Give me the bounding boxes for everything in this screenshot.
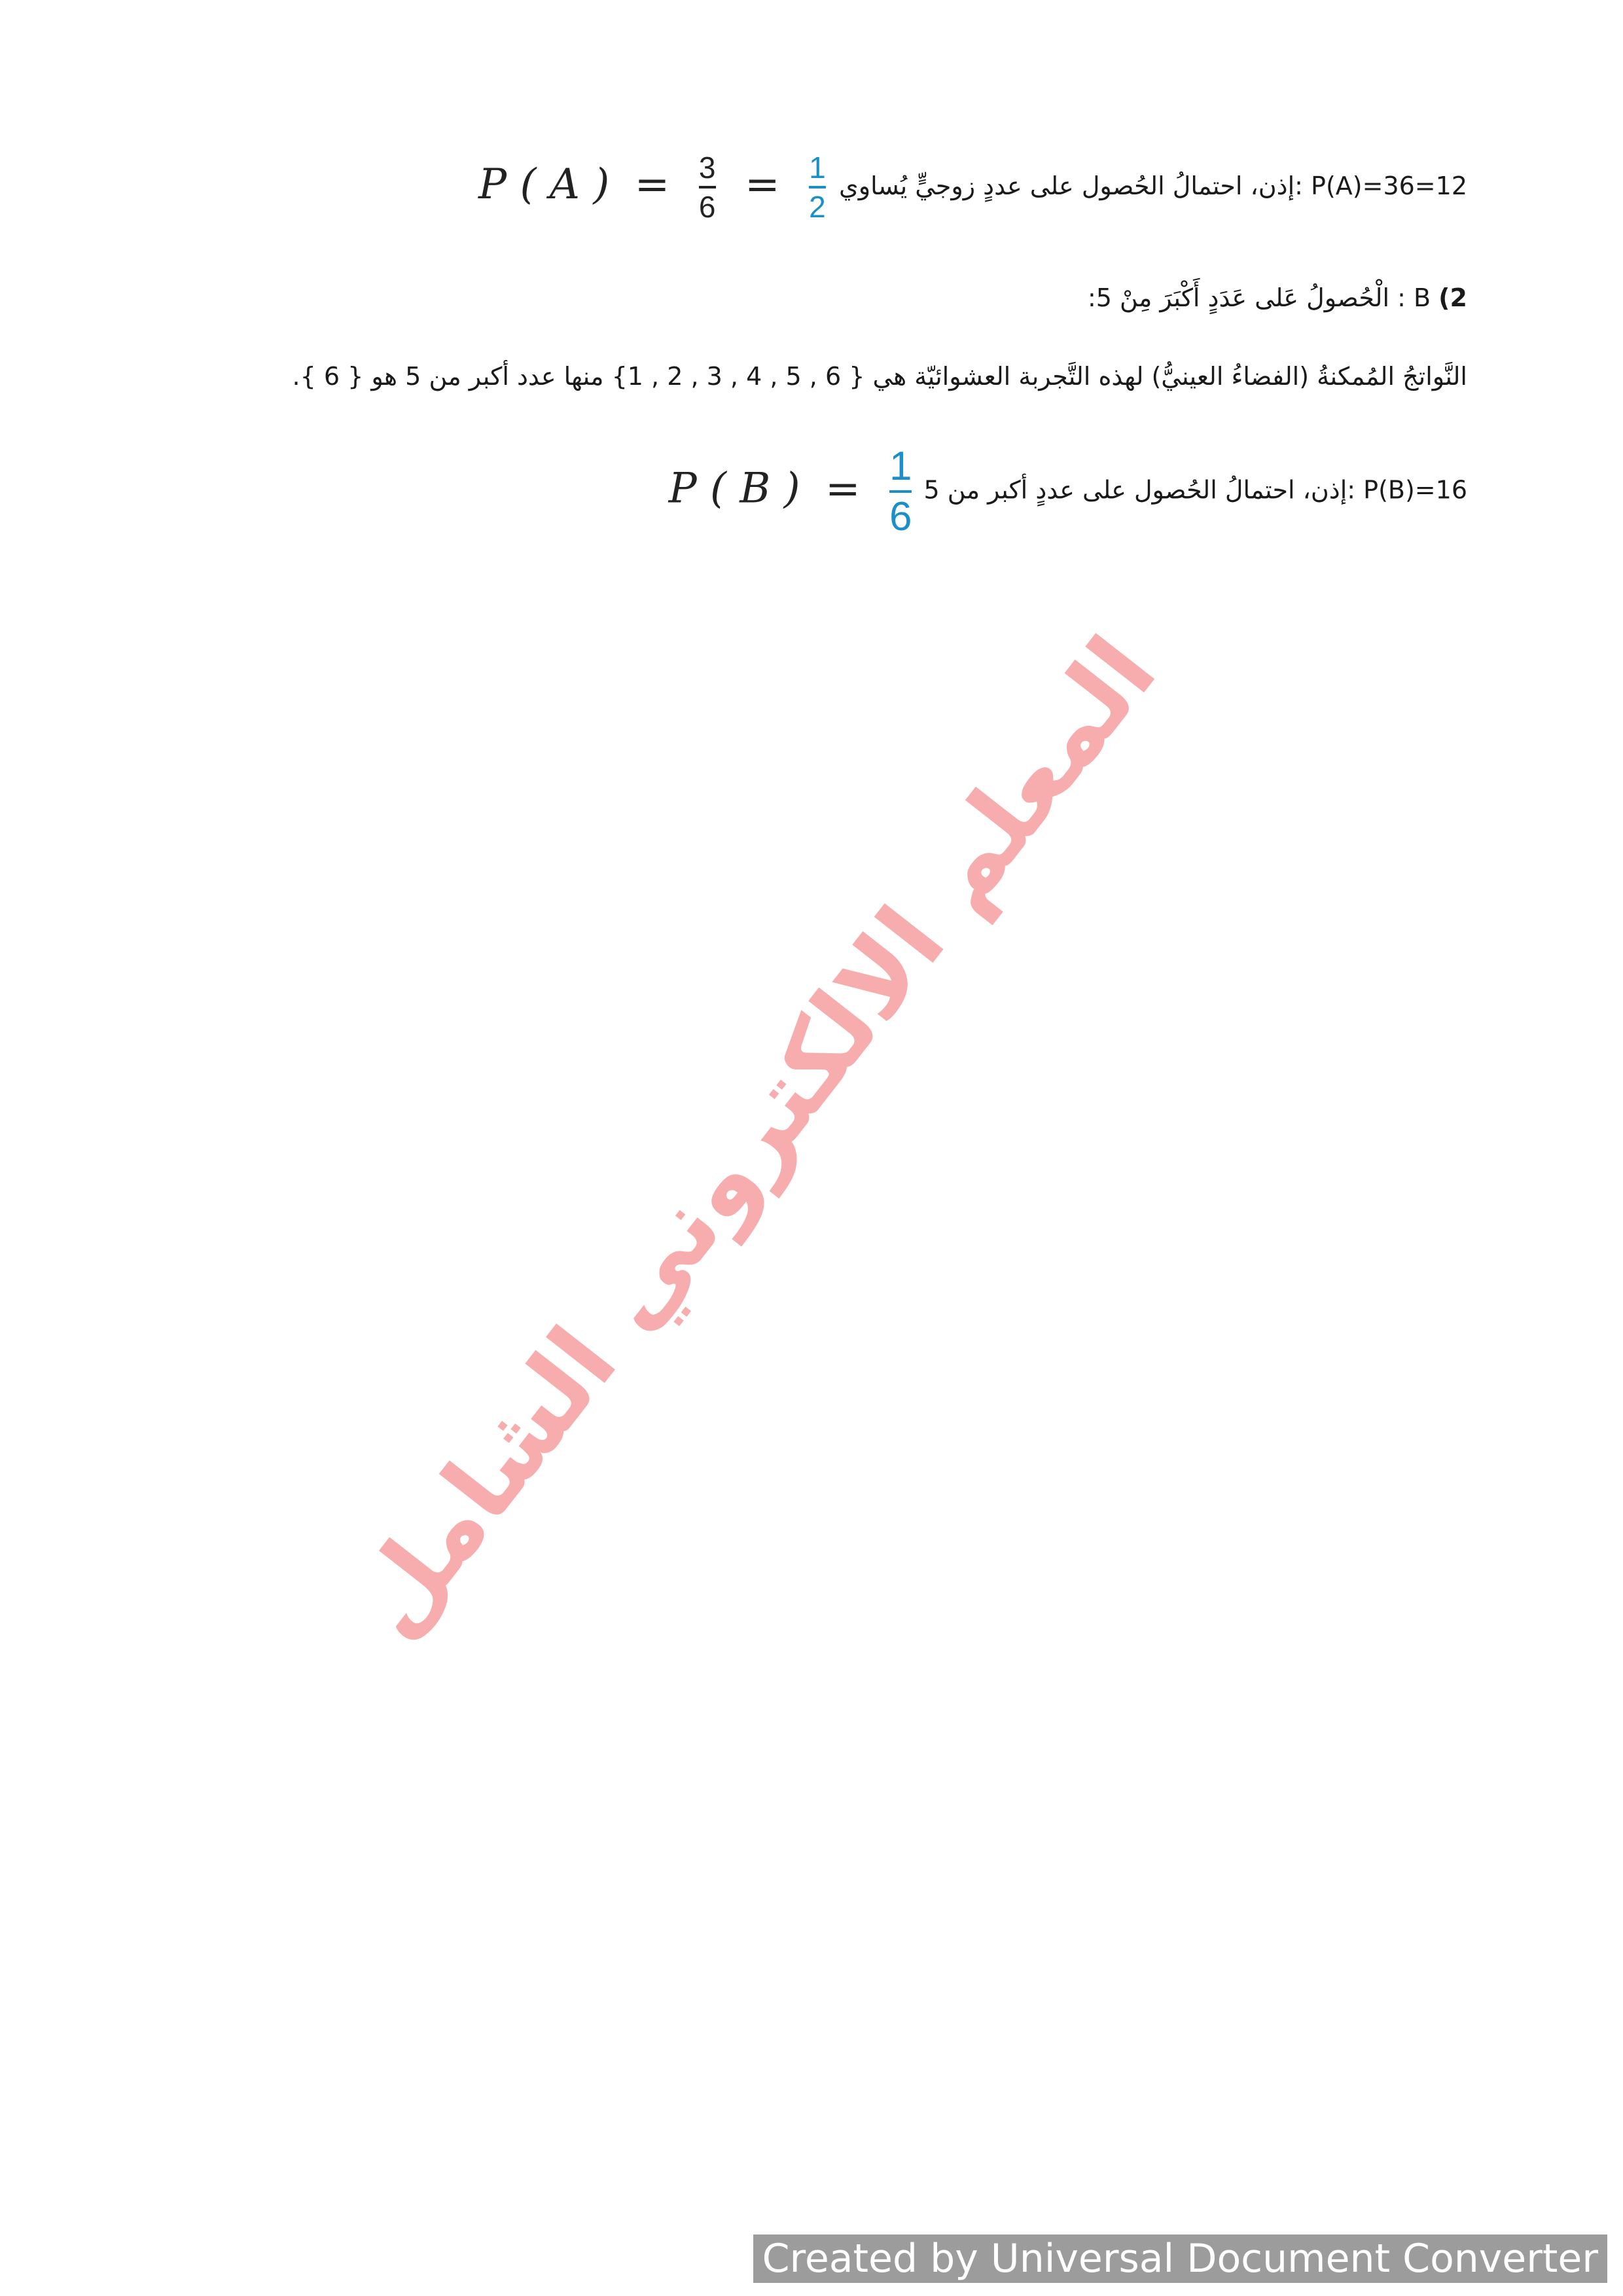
fraction-bar: [809, 186, 826, 188]
fraction-bar: [889, 490, 912, 493]
equals-sign: =: [634, 160, 670, 209]
line-2: [1088, 285, 1467, 310]
converter-footer: Created by Universal Document Converter: [753, 2234, 1607, 2283]
equals-sign: =: [825, 464, 861, 513]
line-3-text: النَّواتجُ المُمكنةُ (الفضاءُ العينيُّ) لهذه التَّجربة العشوائيّة هي { 6 , 5 , 4 , 3 , 2 , 1} منها عدد أكبر من 5 هو { 6 }.: [292, 362, 1467, 391]
pb-lhs: P ( B ): [668, 464, 800, 513]
line-4: [669, 445, 1467, 538]
line-3: [293, 364, 1467, 389]
denominator: 6: [889, 494, 912, 540]
fraction-1-6: [889, 445, 912, 538]
line-4-text: P(B)=16 :إذن، احتمالُ الحُصول على عددٍ أكبر من 5: [923, 475, 1467, 505]
pa-lhs: P ( A ): [478, 160, 610, 209]
fraction-3-6: [699, 152, 716, 223]
line-1-text: P(A)=36=12 :إذن، احتمالُ الحُصول على عددٍ زوجيٍّ يُساوي: [839, 171, 1467, 200]
watermark: المعلم الالكتروني الشامل: [330, 617, 1179, 1658]
line-2-text: B : الْحُصولُ عَلى عَدَدٍ أَكْبَرَ مِنْ 5:: [1087, 283, 1431, 312]
fraction-1-2: [809, 152, 826, 223]
equation-pa: [478, 152, 830, 223]
equals-sign-2: =: [744, 160, 780, 209]
numerator: 3: [698, 151, 716, 185]
numerator: 1: [809, 151, 826, 185]
fraction-bar: [699, 186, 716, 188]
equation-pb: [669, 445, 916, 538]
line-1: [478, 152, 1467, 223]
numerator: 1: [889, 444, 912, 489]
denominator: 2: [809, 190, 826, 224]
denominator: 6: [698, 190, 716, 224]
item-number: 2): [1438, 283, 1467, 312]
